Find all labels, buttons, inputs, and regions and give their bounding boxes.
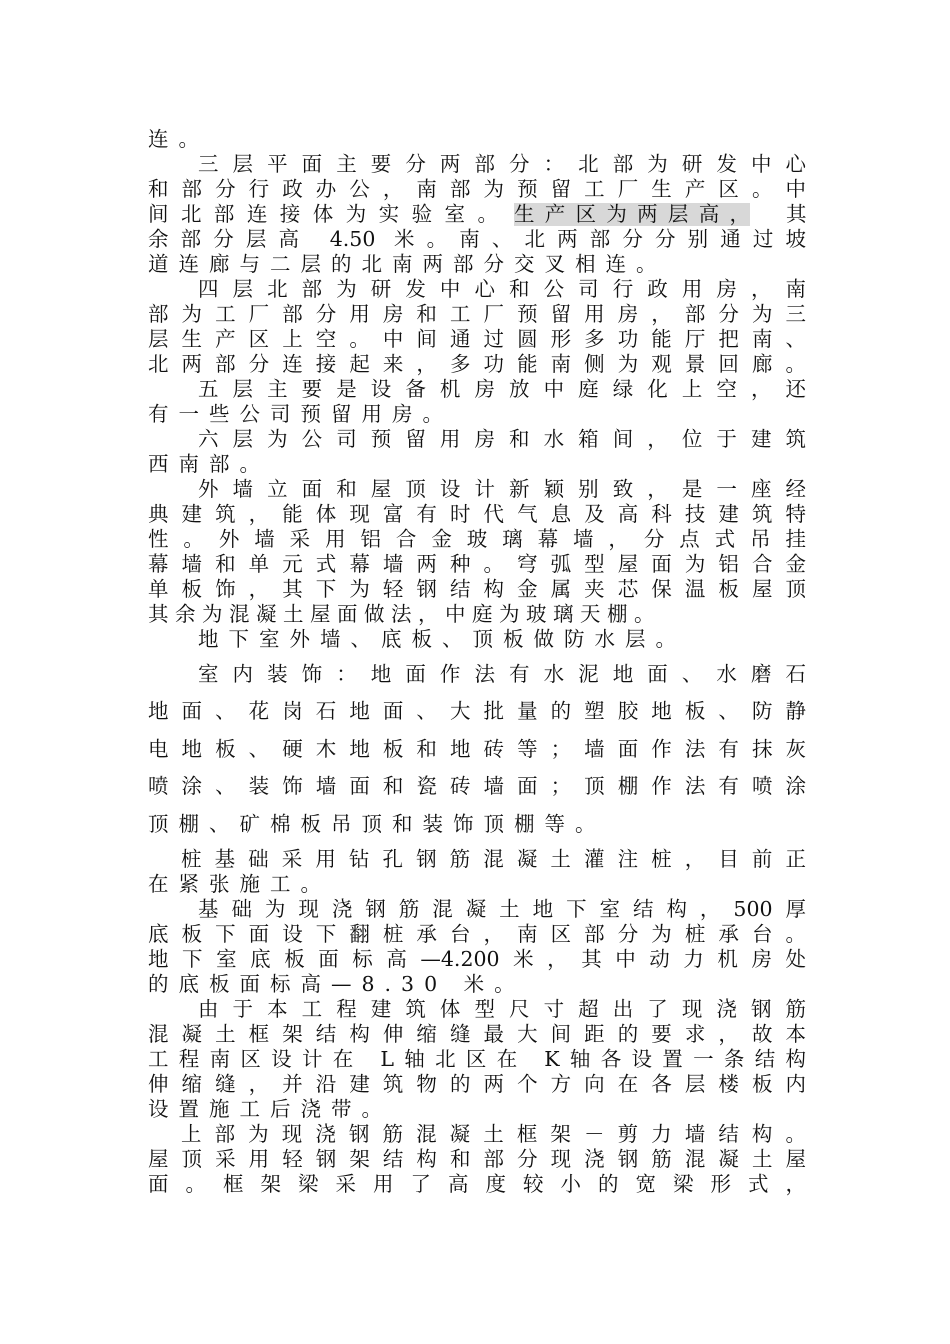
text-line: 五层主要是设备机房放中庭绿化上空，还 [198,377,806,401]
text-line: 六层为公司预留用房和水箱间，位于建筑 [198,427,806,451]
text-line: 道连廊与二层的北南两部分交叉相连。 [148,252,667,276]
highlighted-text: 生产区为两层高， [514,202,750,226]
text-line: 设置施工后浇带。 [148,1097,392,1121]
text-line: 部为工厂部分用房和工厂预留用房，部分为三 [148,302,806,326]
text-line: 四层北部为研发中心和公司行政用房，南 [198,277,806,301]
text-line: 底板下面设下翻桩承台，南区部分为桩承台。 [148,922,806,946]
text-line: 幕墙和单元式幕墙两种。穹弧型屋面为铝合金 [148,552,806,576]
text-line: 余部分层高 4.50 米。南、北两部分分别通过坡 [148,227,806,251]
text-segment: 间北部连接体为实验室。 [148,202,498,226]
text-line: 地下室底板面标高—4.200米，其中动力机房处 [148,947,806,971]
text-line: 工程南区设计在 L轴北区在 K轴各设置一条结构 [148,1047,806,1071]
text-line: 的底板面标高—8.30 米。 [148,972,525,996]
text-line: 外墙立面和屋顶设计新颖别致，是一座经 [198,477,806,501]
text-line: 喷涂、装饰墙面和瓷砖墙面；顶棚作法有喷涂 [148,774,806,798]
text-line: 地下室外墙、底板、顶板做防水层。 [198,627,686,651]
text-line: 顶棚、矿棉板吊顶和装饰顶棚等。 [148,812,606,836]
text-line: 伸缩缝，并沿建筑物的两个方向在各层楼板内 [148,1072,806,1096]
text-line: 屋顶采用轻钢架结构和部分现浇钢筋混凝土屋 [148,1147,806,1171]
text-line: 层生产区上空。中间通过圆形多功能厅把南、 [148,327,806,351]
text-line: 电地板、硬木地板和地砖等；墙面作法有抹灰 [148,737,806,761]
text-line: 地面、花岗石地面、大批量的塑胶地板、防静 [148,699,806,723]
text-line: 典建筑，能体现富有时代气息及高科技建筑特 [148,502,806,526]
text-line: 三层平面主要分两部分：北部为研发中心 [198,152,806,176]
text-line: 性。外墙采用铝合金玻璃幕墙，分点式吊挂 [148,527,806,551]
text-line: 单板饰，其下为轻钢结构金属夹芯保温板屋顶 [148,577,806,601]
text-line: 西南部。 [148,452,270,476]
text-line: 面。框架梁采用了高度较小的宽梁形式， [148,1172,806,1196]
text-line: 和部分行政办公，南部为预留工厂生产区。中 [148,177,806,201]
text-line: 有一些公司预留用房。 [148,402,453,426]
text-line-with-highlight [148,201,806,227]
text-line: 室内装饰：地面作法有水泥地面、水磨石 [198,662,806,686]
text-line: 在紧张施工。 [148,872,331,896]
text-line: 基础为现浇钢筋混凝土地下室结构，500厚 [198,897,806,921]
text-line: 北两部分连接起来，多功能南侧为观景回廊。 [148,352,806,376]
text-line: 桩基础采用钻孔钢筋混凝土灌注桩，目前正 [181,847,806,871]
text-line: 其余为混凝土屋面做法，中庭为玻璃天棚。 [148,602,661,626]
text-line: 上部为现浇钢筋混凝土框架－剪力墙结构。 [181,1122,806,1146]
text-line: 连。 [148,127,209,151]
text-segment: 其 [786,202,806,226]
text-line: 混凝土框架结构伸缩缝最大间距的要求，故本 [148,1022,806,1046]
text-line: 由于本工程建筑体型尺寸超出了现浇钢筋 [198,997,806,1021]
